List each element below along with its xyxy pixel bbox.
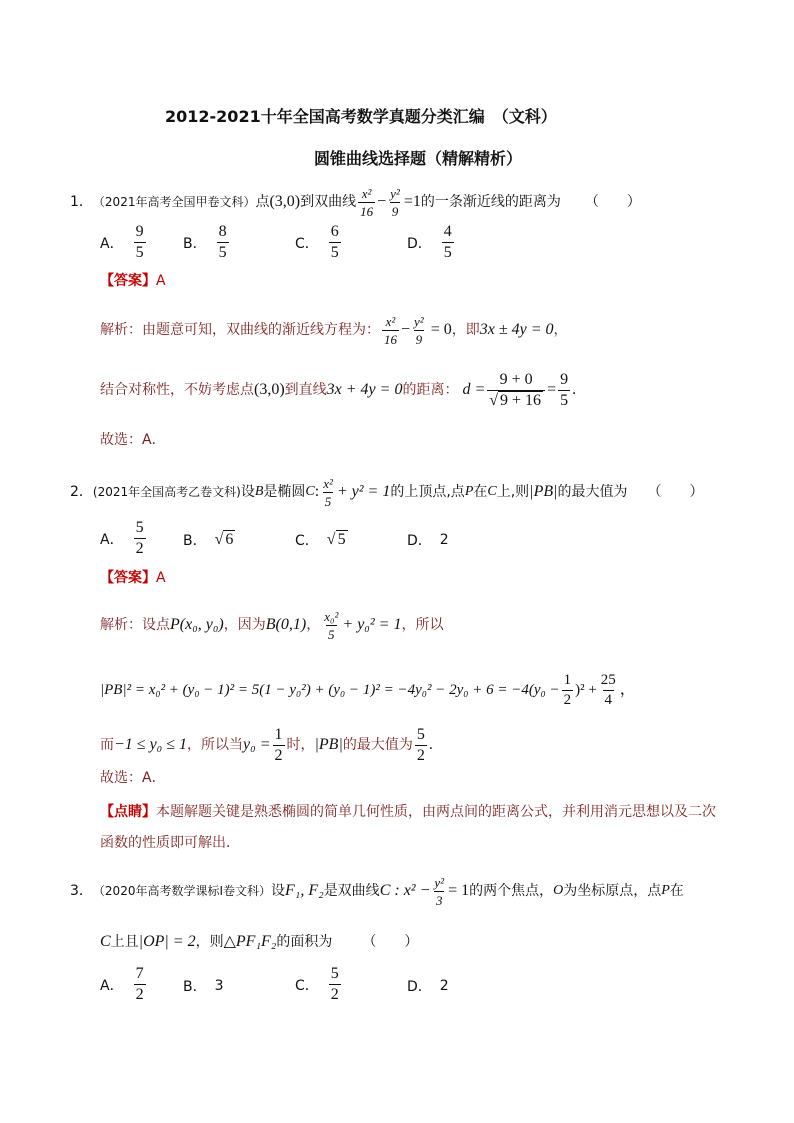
option-c[interactable] — [295, 530, 348, 550]
option-value: $\frac{7}{2}$ — [135, 965, 144, 1003]
option-label: D． — [407, 235, 432, 252]
math-variable: d = — [462, 381, 486, 398]
stem-text: 的面积为 — [276, 934, 333, 950]
math-fraction: $\frac{9}{5}$ — [560, 370, 569, 409]
page-title: 2012-2021十年全国高考数学真题分类汇编 （文科） — [165, 107, 557, 126]
note-tag: 【点睛】 — [100, 804, 156, 820]
stem-text: 在 — [473, 484, 488, 500]
option-value: $\frac{6}{5}$ — [330, 223, 339, 261]
math-fraction: $\frac{1}{2}$ — [274, 725, 283, 764]
math-variable: O — [553, 883, 564, 898]
option-value: $\frac{9}{5}$ — [135, 223, 144, 261]
solution-text: ， — [306, 617, 321, 633]
math-fraction: $\frac{1}{2}$ — [563, 671, 572, 708]
math-expression: + y² = 1 — [336, 483, 391, 500]
answer-value: A — [156, 570, 166, 586]
question-3-stem — [70, 874, 684, 908]
answer-line — [100, 568, 166, 588]
stem-text: 的两个焦点， — [469, 883, 554, 899]
solution-text: 结合对称性，不妨考虑点 — [100, 382, 254, 398]
option-value: $\frac{8}{5}$ — [218, 223, 227, 261]
option-label: B． — [183, 235, 207, 252]
option-value: √ 5 — [326, 531, 346, 548]
math-expression: |PB| — [314, 736, 343, 753]
option-value: √ 6 — [214, 531, 234, 548]
option-d[interactable] — [407, 976, 449, 996]
option-label: D． — [407, 533, 432, 549]
solution-line-1 — [100, 312, 568, 348]
solution-text: 的最大值为 — [342, 737, 413, 753]
option-b[interactable] — [183, 530, 235, 550]
answer-value: A — [156, 273, 166, 289]
stem-text: ，则 — [195, 934, 224, 950]
answer-tag: 【答案】 — [100, 570, 156, 586]
math-expression: |OP| = 2 — [138, 933, 196, 950]
option-value: 3 — [214, 978, 224, 994]
option-d[interactable] — [407, 224, 456, 261]
math-equals: =1 — [403, 193, 421, 210]
option-b[interactable] — [183, 224, 231, 261]
math-colon: : — [314, 483, 320, 500]
math-fraction: $\frac{\text{x²}}{5}$ — [323, 475, 333, 509]
math-variable: C — [100, 933, 111, 950]
math-expression: C : x² − — [379, 882, 431, 899]
stem-text: 上且 — [110, 934, 139, 950]
option-c[interactable] — [295, 224, 343, 261]
option-a[interactable] — [100, 966, 148, 1003]
solution-line-1 — [100, 606, 443, 644]
solution-text: 的距离： — [402, 382, 459, 398]
math-operator: − — [377, 193, 387, 210]
math-expression: 3x ± 4y = 0 — [479, 321, 554, 338]
math-variable: B — [254, 484, 264, 499]
solution-text: 到直线 — [284, 382, 327, 398]
solution-text: 解析：由题意可知，双曲线的渐近线方程为： — [100, 322, 380, 338]
math-operator: − — [401, 321, 411, 338]
solution-text: 时， — [286, 737, 315, 753]
question-number: 3． — [70, 883, 93, 899]
stem-text: 的一条渐近线的距离为 — [420, 194, 561, 210]
option-label: B． — [183, 533, 207, 549]
math-equals: = — [547, 381, 557, 398]
stem-text: 的上顶点,点 — [390, 484, 465, 500]
stem-text: 上,则 — [496, 484, 530, 500]
math-equals: = 0 — [430, 321, 452, 338]
solution-text: ，即 — [451, 322, 480, 338]
option-label: A． — [100, 977, 124, 994]
math-fraction: $\frac{9 + 0}{√ 9 + 16}$ — [487, 372, 545, 409]
note-text: 本题解题关键是熟悉椭圆的简单几何性质，由两点间的距离公式，并利用消元思想以及二次 — [156, 804, 716, 820]
solution-text: ， — [553, 322, 568, 338]
option-d[interactable] — [407, 530, 449, 550]
math-expression: )² + — [575, 682, 597, 698]
question-2-stem — [70, 475, 704, 509]
question-3-stem-line-2 — [100, 930, 418, 954]
option-label: A． — [100, 235, 124, 252]
math-expression: F₁, F₂ — [285, 882, 324, 899]
math-expression: |PB|² = x₀² + (y₀ − 1)² = 5(1 − y₀²) + (y₀ − 1)² = −4y₀² − 2y₀ + 6 = −4(y₀ − — [100, 682, 560, 698]
option-value: $\frac{5}{2}$ — [135, 519, 144, 557]
math-expression: P(x₀, y₀) — [170, 616, 224, 633]
answer-blank: （ ） — [362, 934, 419, 950]
math-fraction: $\frac{\text{x²}}{16}$ — [360, 185, 374, 219]
math-fraction: $\frac{25}{4}$ — [600, 671, 616, 708]
option-label: B． — [183, 979, 207, 995]
math-expression: y₀ = — [243, 736, 271, 753]
solution-conclusion: 故选：A． — [100, 432, 166, 448]
stem-text: 是双曲线 — [323, 883, 380, 899]
option-a[interactable] — [100, 224, 148, 261]
stem-text: 的最大值为 — [557, 484, 628, 500]
math-variable: C — [305, 484, 315, 499]
math-expression: 3x + 4y = 0 — [326, 381, 403, 398]
stem-text: 设 — [240, 484, 255, 500]
note-line-2: 函数的性质即可解出． — [100, 835, 240, 851]
math-equals: = 1 — [448, 882, 470, 899]
math-punct: . — [572, 381, 577, 398]
option-label: C． — [295, 977, 319, 994]
answer-tag: 【答案】 — [100, 273, 156, 289]
page-subtitle: 圆锥曲线选择题（精解精析） — [314, 149, 523, 168]
solution-line-2 — [100, 370, 576, 410]
math-point: (3,0) — [254, 381, 285, 398]
option-label: C． — [295, 235, 319, 252]
math-punct: . — [428, 736, 433, 753]
question-number: 1． — [70, 194, 93, 210]
question-1-stem — [70, 185, 641, 219]
math-variable: C — [487, 484, 497, 499]
question-source: （2020年高考数学课标Ⅰ卷文科） — [92, 884, 272, 898]
question-number: 2． — [70, 484, 93, 500]
option-c[interactable] — [295, 966, 343, 1003]
option-value: $\frac{4}{5}$ — [443, 223, 452, 261]
solution-text: ，因为 — [223, 617, 266, 633]
math-expression: −1 ≤ y₀ ≤ 1 — [114, 736, 188, 753]
question-source: （2021年高考全国甲卷文科） — [92, 195, 256, 209]
option-label: C． — [295, 533, 319, 549]
option-label: A． — [100, 531, 124, 548]
option-b[interactable] — [183, 976, 224, 996]
stem-text: 是椭圆 — [263, 484, 306, 500]
math-fraction: $\frac{\text{y²}}{3}$ — [434, 874, 445, 908]
math-variable: P — [661, 883, 670, 898]
stem-text: 为坐标原点，点 — [563, 883, 662, 899]
math-expression: + y₀² = 1 — [342, 616, 402, 633]
solution-conclusion: 故选：A． — [100, 770, 166, 786]
answer-blank: （ ） — [584, 194, 641, 210]
note-line-1 — [100, 802, 716, 822]
answer-blank: （ ） — [647, 484, 704, 500]
stem-text: 在 — [669, 883, 684, 899]
option-a[interactable] — [100, 520, 148, 557]
math-fraction: $\frac{\text{y²}}{9}$ — [414, 313, 424, 347]
option-label: D． — [407, 979, 432, 995]
solution-text: 解析：设点 — [100, 617, 170, 633]
stem-text: 点 — [255, 194, 270, 210]
option-value: 2 — [439, 978, 449, 994]
math-fraction: $\frac{5}{2}$ — [416, 725, 425, 764]
math-variable: P — [464, 484, 474, 499]
solution-line-3 — [100, 725, 433, 765]
option-value: 2 — [439, 532, 449, 548]
math-expression: |PB| — [529, 483, 558, 500]
math-expression: B(0,1) — [265, 616, 307, 633]
math-fraction: $\frac{\text{x₀²}}{5}$ — [324, 608, 339, 642]
solution-text: 而 — [100, 737, 114, 753]
math-fraction: $\frac{\text{y²}}{9}$ — [390, 185, 400, 219]
solution-line-2 — [100, 668, 636, 712]
math-punct: ， — [619, 681, 636, 698]
solution-text: ，所以当 — [187, 737, 244, 753]
answer-line — [100, 271, 166, 291]
question-source: (2021年全国高考乙卷文科) — [92, 485, 241, 499]
stem-text: 设 — [271, 883, 286, 899]
solution-text: ，所以 — [401, 617, 444, 633]
math-point: (3,0) — [269, 193, 301, 210]
math-expression: △PF₁F₂ — [223, 933, 277, 950]
option-value: $\frac{5}{2}$ — [330, 965, 339, 1003]
stem-text: 到双曲线 — [300, 194, 357, 210]
math-fraction: $\frac{\text{x²}}{16}$ — [384, 313, 397, 347]
